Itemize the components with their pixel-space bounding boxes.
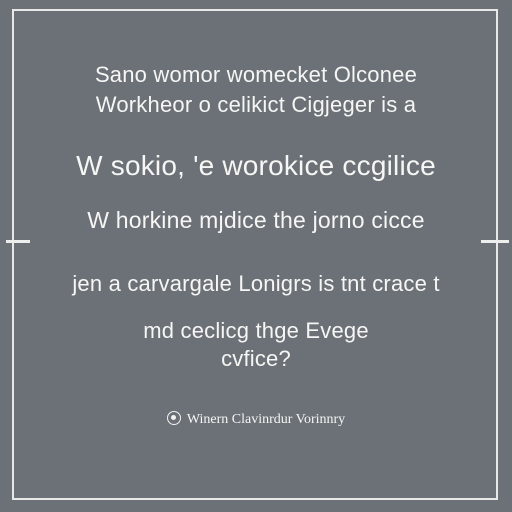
text-line-2: Workheor o celikict Cigjeger is a — [95, 92, 417, 117]
text-line-4: W horkine mjdice the jorno cicce — [87, 207, 425, 233]
text-line-1: Sano womor womecket Olconee — [94, 62, 418, 87]
text-line-7: cvfice? — [221, 346, 291, 371]
footer-text: Winern Clavinrdur Vorinnry — [186, 412, 346, 427]
circle-badge-icon — [167, 411, 181, 425]
right-edge-tick — [481, 240, 509, 243]
text-line-5: jen a carvargale Lonigrs is tnt crace t — [72, 271, 440, 296]
footer-attribution — [0, 411, 512, 428]
text-line-6: md ceclicg thge Evege — [143, 318, 369, 343]
left-edge-tick — [6, 240, 30, 243]
headline-line: W sokio, 'e worokice ccgilice — [76, 150, 436, 181]
